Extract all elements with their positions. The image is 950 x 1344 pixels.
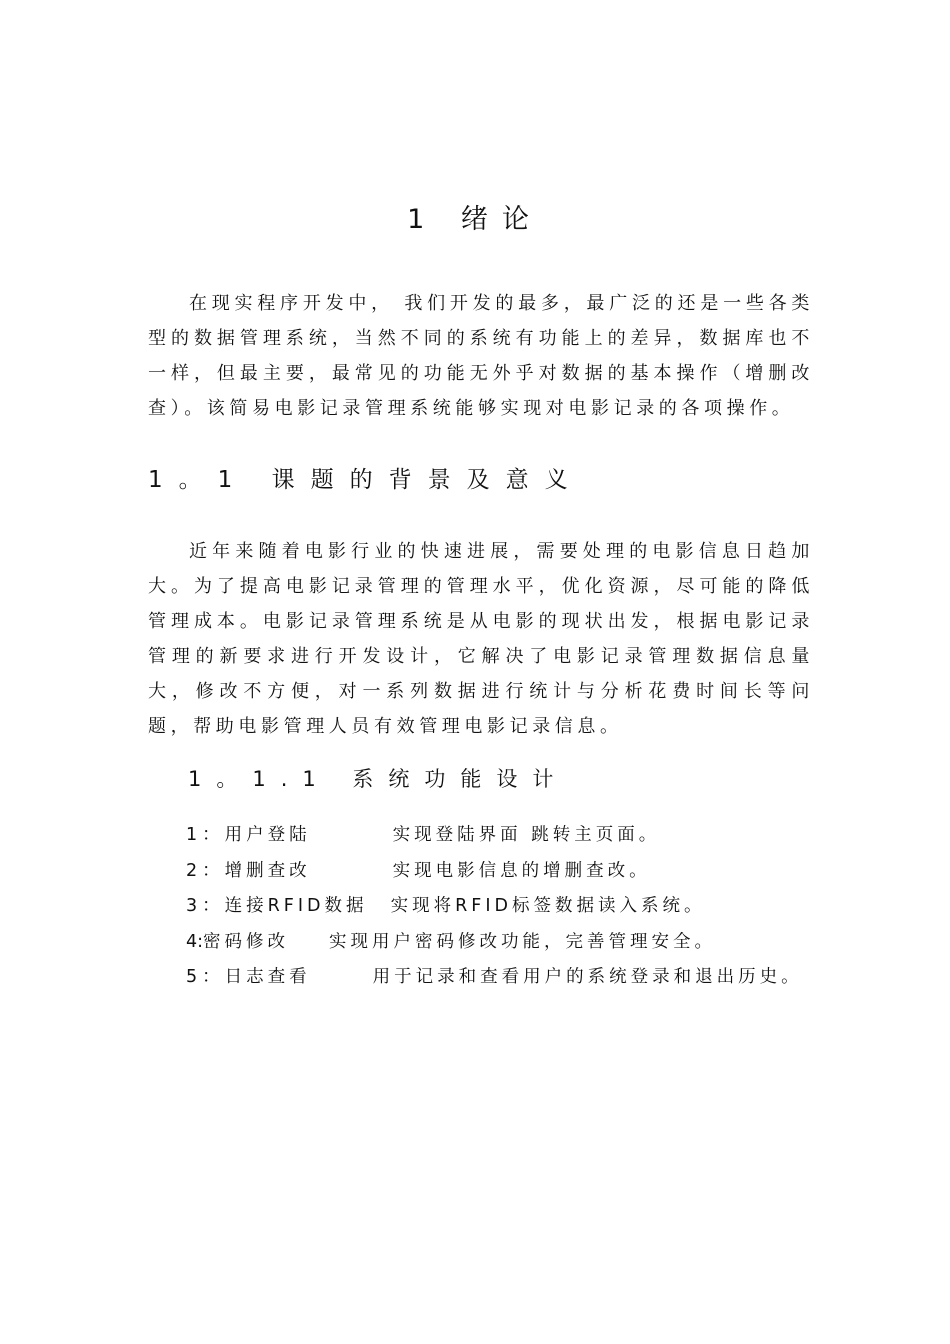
- feature-description: 用于记录和查看用户的系统登录和退出历史。: [372, 967, 803, 987]
- background-paragraph: 近年来随着电影行业的快速进展，需要处理的电影信息日趋加大。为了提高电影记录管理的管理水平，优化资源，尽可能的降低管理成本。电影记录管理系统是从电影的现状出发，根据电影记录管理的新要求进行开发设计，它解决了电影记录管理数据信息量大，修改不方便，对一系列数据进行统计与分析花费时间长等问题，帮助电影管理人员有效管理电影记录信息。: [148, 541, 814, 737]
- feature-number: 3：: [186, 896, 225, 916]
- feature-name: 连接RFID数据: [224, 896, 368, 916]
- feature-item: [186, 889, 803, 925]
- feature-name: 日志查看: [224, 967, 311, 987]
- chapter-title: 1 绪论: [407, 204, 543, 235]
- feature-item: [186, 818, 803, 854]
- section-title-background: 1。1 课题的背景及意义: [148, 467, 584, 493]
- feature-number: 2：: [186, 860, 225, 881]
- subsection-title-features: 1。1.1 系统功能设计: [188, 767, 569, 791]
- feature-description: 实现用户密码修改功能，完善管理安全。: [329, 931, 717, 952]
- feature-number: 5：: [186, 967, 225, 987]
- feature-item: [186, 925, 803, 961]
- feature-list: [186, 818, 803, 996]
- feature-number: 1：: [186, 825, 225, 845]
- feature-number: 4:: [186, 931, 204, 952]
- feature-item: [186, 854, 803, 890]
- feature-name: 密码修改: [203, 931, 290, 952]
- intro-paragraph: 在现实程序开发中， 我们开发的最多，最广泛的还是一些各类型的数据管理系统，当然不同的系统有功能上的差异，数据库也不一样，但最主要，最常见的功能无外乎对数据的基本操作（增删改查）。该简易电影记录管理系统能够实现对电影记录的各项操作。: [148, 293, 814, 419]
- feature-name: 增删查改: [224, 860, 311, 881]
- feature-description: 实现将RFID标签数据读入系统。: [390, 896, 706, 916]
- feature-description: 实现电影信息的增删查改。: [392, 860, 651, 881]
- feature-item: [186, 960, 803, 996]
- feature-description: 实现登陆界面 跳转主页面。: [392, 825, 661, 845]
- feature-name: 用户登陆: [224, 825, 311, 845]
